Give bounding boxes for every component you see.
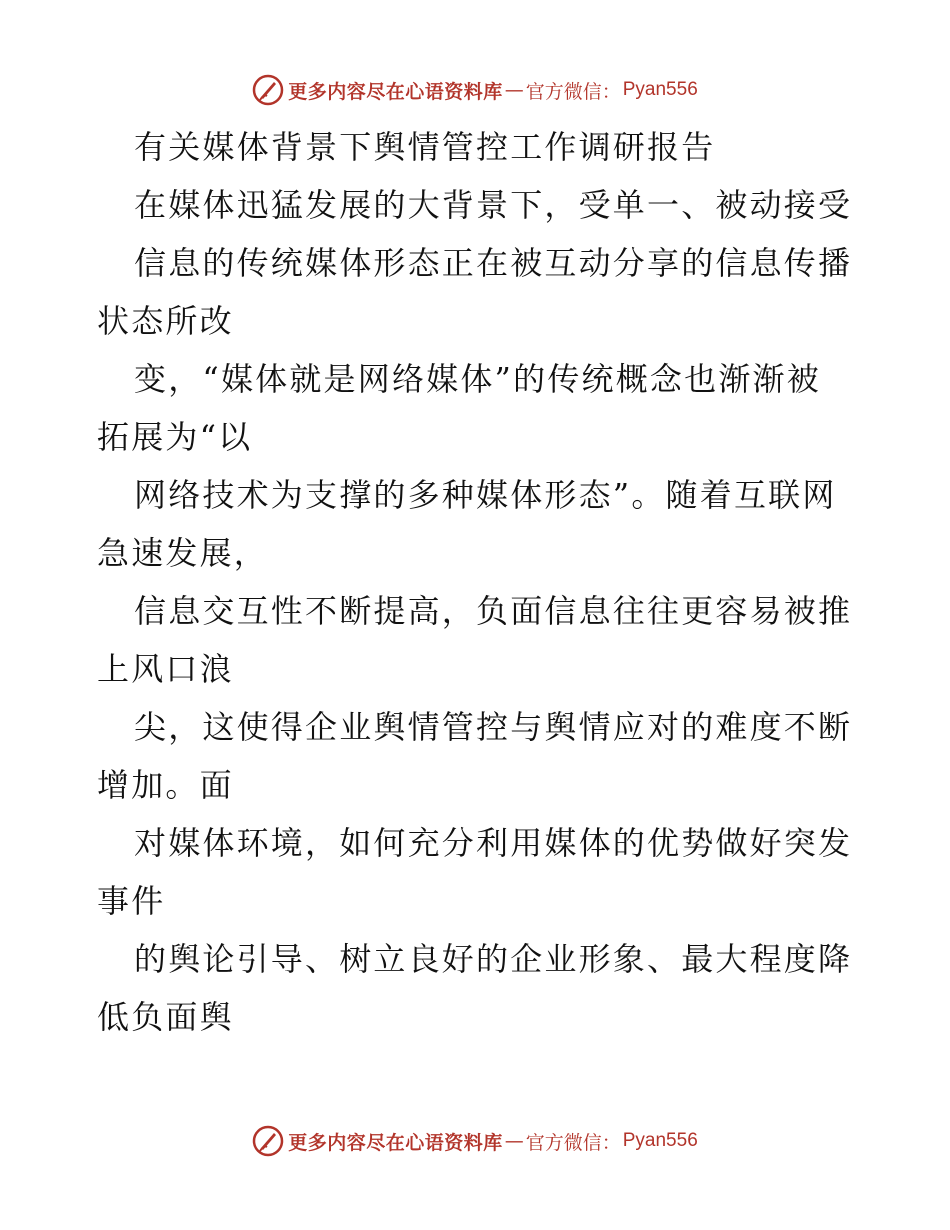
text-line: 网络技术为支撑的多种媒体形态”。随着互联网 xyxy=(134,476,837,514)
document-title: 有关媒体背景下舆情管控工作调研报告 xyxy=(134,128,716,166)
text-line: 的舆论引导、树立良好的企业形象、最大程度降 xyxy=(134,940,853,978)
watermark-label: 官方微信： xyxy=(525,1131,621,1154)
document-body xyxy=(97,118,857,1046)
text-line: 信息的传统媒体形态正在被互动分享的信息传播 xyxy=(134,244,853,282)
text-line: 在媒体迅猛发展的大背景下，受单一、被动接受 xyxy=(134,186,853,224)
text-line: 增加。面 xyxy=(97,766,234,804)
text-line: 拓展为“以 xyxy=(97,418,253,456)
text-line: 信息交互性不断提高，负面信息往往更容易被推 xyxy=(134,592,853,630)
text-line: 变，“媒体就是网络媒体”的传统概念也渐渐被 xyxy=(134,360,821,398)
text-line: 急速发展， xyxy=(97,534,269,572)
watermark-site-text: 更多内容尽在心语资料库 xyxy=(288,80,503,103)
text-line: 事件 xyxy=(97,882,166,920)
quill-seal-icon xyxy=(252,1125,284,1157)
watermark-wechat-id: Pyan556 xyxy=(622,79,698,100)
watermark-label: 官方微信： xyxy=(525,80,621,103)
text-line: 低负面舆 xyxy=(97,998,234,1036)
text-line: 尖，这使得企业舆情管控与舆情应对的难度不断 xyxy=(134,708,853,746)
header-watermark xyxy=(0,73,950,107)
watermark-separator: — xyxy=(504,79,524,101)
watermark-site-text: 更多内容尽在心语资料库 xyxy=(288,1131,503,1154)
text-line: 上风口浪 xyxy=(97,650,234,688)
watermark-separator: — xyxy=(504,1130,524,1152)
watermark-wechat-id: Pyan556 xyxy=(622,1130,698,1151)
text-line: 对媒体环境，如何充分利用媒体的优势做好突发 xyxy=(134,824,853,862)
text-line: 状态所改 xyxy=(97,302,234,340)
footer-watermark xyxy=(0,1124,950,1158)
quill-seal-icon xyxy=(252,74,284,106)
